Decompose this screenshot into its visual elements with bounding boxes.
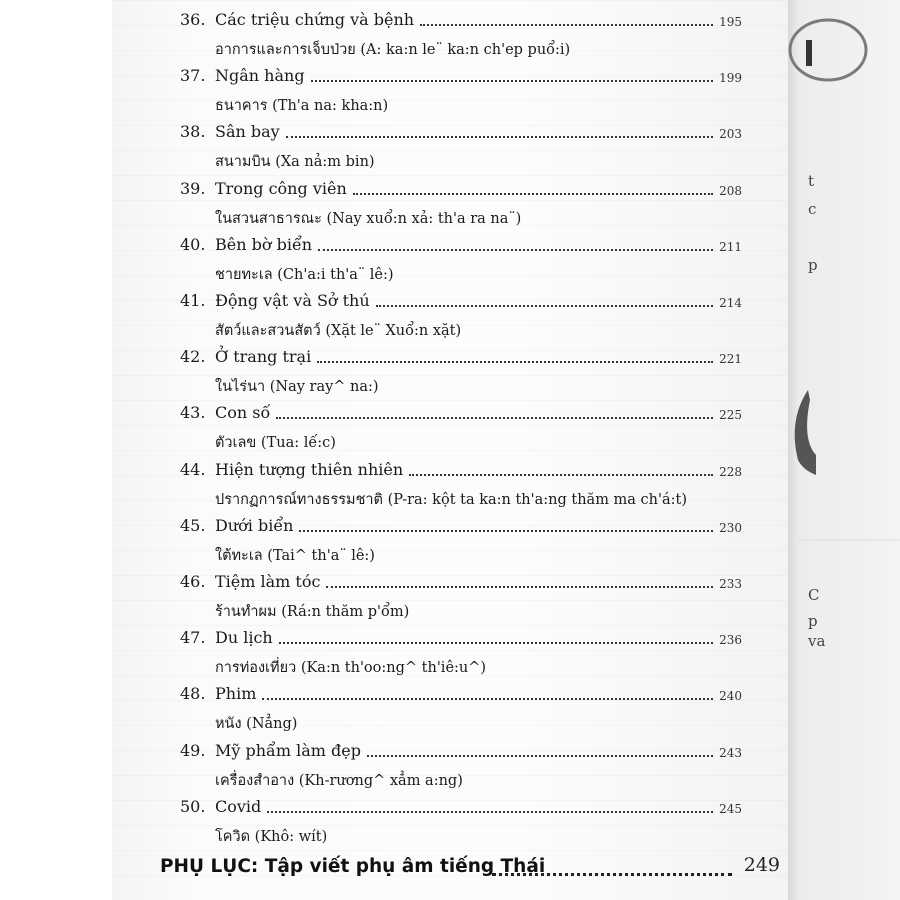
right-page-letter: C: [808, 586, 820, 604]
entry-thai-title: ปรากฏการณ์ทางธรรมชาติ (P-ra: kột ta ka:n th'a:ng thăm ma ch'á:t): [215, 491, 688, 508]
entry-number: 49.: [180, 740, 206, 760]
entry-thai-title: ตัวเลข (Tua: lế:c): [215, 435, 336, 452]
entry-number: 38.: [180, 122, 206, 142]
entry-thai-title: ในสวนสาธารณะ (Nay xuổ:n xả: th'a ra na¨): [215, 210, 522, 227]
entry-title: Sân bay: [215, 122, 280, 142]
toc-entry: [112, 10, 788, 66]
entry-leader-dots: [279, 642, 713, 644]
toc-entry: [112, 347, 788, 403]
entry-number: 42.: [180, 347, 206, 367]
entry-leader-dots: [409, 474, 713, 476]
toc-entry: [112, 66, 788, 122]
entry-thai-title: เครื่องสำอาง (Kh-rương^ xẳm a:ng): [215, 772, 463, 789]
entry-page-number: 208: [719, 183, 742, 198]
entry-page-number: 240: [719, 689, 742, 704]
toc-entry: [112, 684, 788, 740]
entry-number: 40.: [180, 234, 206, 254]
right-page-letter: p: [808, 612, 818, 630]
entry-title: Tiệm làm tóc: [215, 572, 321, 591]
toc-entry: [112, 516, 788, 572]
entry-title: Mỹ phẩm làm đẹp: [215, 740, 361, 760]
entry-number: 50.: [180, 796, 206, 816]
entry-title: Động vật và Sở thú: [215, 291, 370, 310]
entry-page-number: 228: [719, 464, 742, 479]
entry-page-number: 211: [719, 239, 742, 254]
entry-leader-dots: [286, 136, 713, 138]
toc-entry: [112, 460, 788, 516]
entry-title: Bên bờ biển: [215, 234, 313, 254]
entry-leader-dots: [276, 417, 713, 419]
appendix-label: PHỤ LỤC: Tập viết phụ âm tiếng Thái: [160, 856, 546, 877]
entry-page-number: 225: [719, 408, 742, 423]
entry-number: 45.: [180, 515, 206, 535]
entry-number: 37.: [180, 66, 206, 86]
entry-leader-dots: [367, 755, 713, 757]
entry-title: Con số: [215, 403, 271, 423]
book-page-right: [788, 0, 900, 900]
entry-thai-title: สัตว์และสวนสัตว์ (Xặt le¨ Xuổ:n xặt): [215, 323, 462, 339]
entry-number: 47.: [180, 628, 206, 648]
entry-title: Ngân hàng: [215, 66, 305, 86]
entry-thai-title: อาการและการเจ็บป่วย (A: ka:n le¨ ka:n ch'ep puổ:i): [215, 42, 571, 58]
entry-page-number: 230: [719, 520, 742, 535]
speech-bubble-shape: [790, 20, 866, 80]
entry-leader-dots: [376, 305, 713, 307]
appendix-page-number: 249: [743, 854, 780, 876]
right-page-letter: p: [808, 256, 818, 274]
entry-thai-title: หนัง (Nẳng): [215, 716, 298, 733]
entry-number: 48.: [180, 684, 206, 704]
entry-leader-dots: [353, 193, 713, 195]
toc-entry: [112, 628, 788, 684]
entry-thai-title: โควิด (Khô: wít): [215, 828, 328, 845]
entry-title: Du lịch: [215, 628, 273, 648]
entry-page-number: 243: [719, 745, 742, 760]
ring-shape: [795, 390, 816, 475]
entry-page-number: 214: [719, 296, 742, 310]
toc-entry: [112, 122, 788, 178]
toc-entry: [112, 291, 788, 347]
entry-leader-dots: [317, 361, 713, 363]
entry-title: Các triệu chứng và bệnh: [215, 10, 415, 29]
entry-page-number: 245: [719, 801, 742, 816]
entry-page-number: 199: [719, 71, 742, 86]
entry-thai-title: ชายทะเล (Ch'a:i th'a¨ lê:): [215, 266, 394, 283]
entry-title: Dưới biển: [215, 515, 294, 535]
bubble-glyph: [806, 40, 812, 66]
entry-number: 46.: [180, 572, 206, 591]
entry-page-number: 203: [719, 127, 742, 142]
entry-title: Phim: [215, 684, 257, 704]
right-page-letter: c: [808, 200, 817, 218]
entry-number: 44.: [180, 459, 206, 479]
toc-appendix: [160, 856, 780, 886]
entry-thai-title: ในไร่นา (Nay ray^ na:): [215, 379, 379, 396]
entry-thai-title: ใต้ทะเล (Tai^ th'a¨ lê:): [215, 547, 375, 564]
toc-entry: [112, 235, 788, 291]
entry-number: 41.: [180, 291, 206, 310]
entry-title: Trong công viên: [215, 178, 347, 198]
entry-leader-dots: [267, 811, 713, 813]
entry-leader-dots: [311, 80, 713, 82]
entry-page-number: 221: [719, 352, 742, 367]
entry-title: Covid: [215, 796, 262, 816]
book-page-left: [112, 0, 788, 900]
toc-entry: [112, 572, 788, 628]
entry-title: Ở trang trại: [215, 347, 312, 367]
right-page-letter: t: [808, 172, 815, 190]
entry-page-number: 236: [719, 633, 742, 648]
entry-leader-dots: [299, 530, 713, 532]
toc-entry: [112, 179, 788, 235]
entry-leader-dots: [318, 249, 713, 251]
entry-thai-title: สนามบิน (Xa nả:m bin): [215, 154, 375, 171]
toc-entry: [112, 797, 788, 853]
entry-thai-title: ธนาคาร (Th'a na: kha:n): [215, 98, 389, 115]
entry-page-number: 195: [719, 15, 742, 29]
entry-thai-title: ร้านทำผม (Rá:n thăm p'ổm): [215, 604, 410, 620]
right-page-letter: va: [808, 632, 826, 650]
entry-number: 36.: [180, 10, 206, 29]
appendix-leader: [492, 873, 732, 876]
entry-page-number: 233: [719, 577, 742, 591]
entry-leader-dots: [262, 698, 713, 700]
entry-title: Hiện tượng thiên nhiên: [215, 459, 404, 479]
toc-entry: [112, 403, 788, 459]
toc-entry: [112, 741, 788, 797]
entry-thai-title: การท่องเที่ยว (Ka:n th'oo:ng^ th'iê:u^): [215, 660, 487, 677]
right-page-graphics: [788, 0, 900, 900]
entry-leader-dots: [326, 586, 713, 588]
entry-number: 39.: [180, 178, 206, 198]
entry-number: 43.: [180, 403, 206, 423]
entry-leader-dots: [420, 24, 713, 26]
